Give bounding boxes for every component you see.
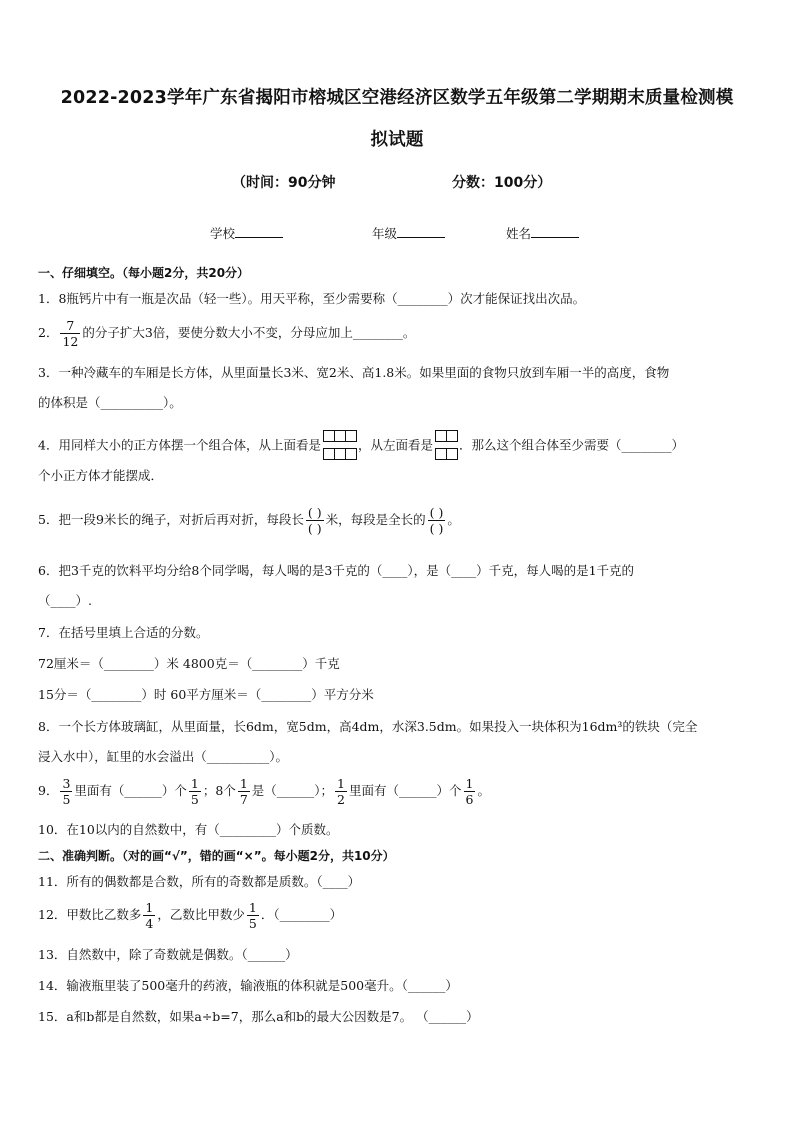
question-3-line1: 3．一种冷藏车的车厢是长方体，从里面量长3米、宽2米、高1.8米。如果里面的食物只放到车厢一半的高度，食物 (38, 365, 670, 380)
question-9 (38, 776, 490, 807)
numerator: 1 (248, 900, 257, 915)
fraction (143, 900, 155, 931)
numerator: 1 (337, 776, 345, 791)
question-text: 12．甲数比乙数多 (38, 907, 142, 922)
question-text: 4．用同样大小的正方体摆一个组合体，从上面看是 (38, 437, 321, 453)
question-text: 。 (447, 512, 460, 527)
numerator-blank[interactable]: ( ) (307, 505, 322, 520)
grade-field[interactable] (372, 224, 445, 242)
numerator: 3 (62, 776, 71, 791)
question-5 (38, 505, 460, 536)
exam-time: （时间：90分钟 (232, 175, 336, 191)
question-3-line2: 的体积是（__________）。 (38, 395, 182, 410)
question-number: 9． (38, 783, 59, 798)
numerator: 1 (239, 776, 248, 791)
section-1-heading: 一、仔细填空。（每小题2分，共20分） (38, 266, 250, 280)
numerator-blank[interactable]: ( ) (429, 505, 444, 520)
question-text: 里面有（______）个 (74, 783, 187, 798)
question-4 (38, 428, 684, 464)
fraction (189, 776, 201, 807)
numerator: 1 (190, 776, 199, 791)
question-text: 里面有（______）个 (349, 783, 462, 798)
question-text: ，乙数比甲数少 (157, 907, 245, 922)
denominator-blank[interactable]: ( ) (307, 521, 322, 536)
fraction (238, 776, 250, 807)
school-blank[interactable] (235, 225, 283, 238)
question-7-part-b: 15分＝（________）时 60平方厘米＝（________）平方分米 (38, 687, 374, 702)
fraction (247, 900, 259, 931)
question-11: 11．所有的偶数都是合数，所有的奇数都是质数。（____） (38, 874, 361, 889)
top-view-grid-icon (323, 428, 356, 464)
fraction (60, 776, 72, 807)
numerator: 7 (60, 318, 80, 334)
denominator: 5 (248, 916, 257, 931)
question-text: 米，每段是全长的 (325, 512, 426, 527)
name-label: 姓名 (506, 226, 532, 241)
denominator: 5 (190, 792, 199, 807)
section-2-heading: 二、准确判断。（对的画“√”，错的画“×”。每小题2分，共10分） (38, 849, 395, 863)
question-4-line2: 个小正方体才能摆成． (38, 468, 164, 483)
question-6-line1: 6．把3千克的饮料平均分给8个同学喝，每人喝的是3千克的（____），是（____）千克，每人喝的是1千克的 (38, 563, 635, 578)
denominator: 7 (239, 792, 248, 807)
question-7-part-a: 72厘米＝（________）米 4800克＝（________）千克 (38, 656, 340, 671)
question-8-line2: 浸入水中），缸里的水会溢出（__________）。 (38, 749, 289, 764)
page-title: 2022-2023学年广东省揭阳市榕城区空港经济区数学五年级第二学期期末质量检测模 (60, 88, 734, 108)
fraction-blank[interactable] (428, 505, 446, 536)
exam-score: 分数：100分） (452, 175, 552, 191)
denominator: 6 (465, 792, 474, 807)
page-title-continued: 拟试题 (370, 130, 424, 150)
question-text: ；8个 (202, 783, 236, 798)
question-number: 2． (38, 325, 59, 340)
denominator: 12 (62, 334, 79, 349)
question-7: 7．在括号里填上合适的分数。 (38, 625, 209, 640)
question-text: ．（________） (260, 907, 343, 922)
question-text: 5．把一段9米长的绳子，对折后再对折，每段长 (38, 512, 304, 527)
question-text: ．那么这个组合体至少需要（________） (458, 437, 684, 453)
left-view-grid-icon (435, 428, 457, 464)
question-1: 1．8瓶钙片中有一瓶是次品（轻一些）。用天平称，至少需要称（________）次才能保证找出次品。 (38, 291, 586, 306)
question-12 (38, 900, 342, 931)
denominator-blank[interactable]: ( ) (429, 521, 444, 536)
school-label: 学校 (210, 226, 236, 241)
question-text: 是（______）； (251, 783, 334, 798)
fraction (464, 776, 476, 807)
question-2 (38, 318, 415, 349)
numerator: 1 (465, 776, 474, 791)
question-10: 10．在10以内的自然数中，有（_________）个质数。 (38, 822, 339, 837)
grade-blank[interactable] (397, 225, 445, 238)
denominator: 2 (337, 792, 345, 807)
school-field[interactable] (210, 224, 283, 242)
question-14: 14．输液瓶里装了500毫升的药液，输液瓶的体积就是500毫升。（______） (38, 978, 458, 993)
fraction (335, 776, 347, 807)
question-text: 。 (477, 783, 490, 798)
fraction (60, 318, 80, 349)
question-text: 的分子扩大3倍，要使分数大小不变，分母应加上________。 (82, 325, 416, 340)
denominator: 5 (62, 792, 71, 807)
question-13: 13．自然数中，除了奇数就是偶数。（______） (38, 947, 298, 962)
question-6-line2: （____）. (38, 593, 92, 608)
grade-label: 年级 (372, 226, 398, 241)
question-8-line1: 8．一个长方体玻璃缸，从里面量，长6dm，宽5dm，高4dm，水深3.5dm。如果投入一块体积为16dm³的铁块（完全 (38, 719, 698, 734)
question-text: ，从左面看是 (357, 437, 433, 453)
name-field[interactable] (506, 224, 579, 242)
question-15: 15．a和b都是自然数，如果a÷b=7，那么a和b的最大公因数是7。 （______） (38, 1009, 479, 1024)
name-blank[interactable] (531, 225, 579, 238)
denominator: 4 (145, 916, 154, 931)
fraction-blank[interactable] (306, 505, 324, 536)
numerator: 1 (145, 900, 154, 915)
